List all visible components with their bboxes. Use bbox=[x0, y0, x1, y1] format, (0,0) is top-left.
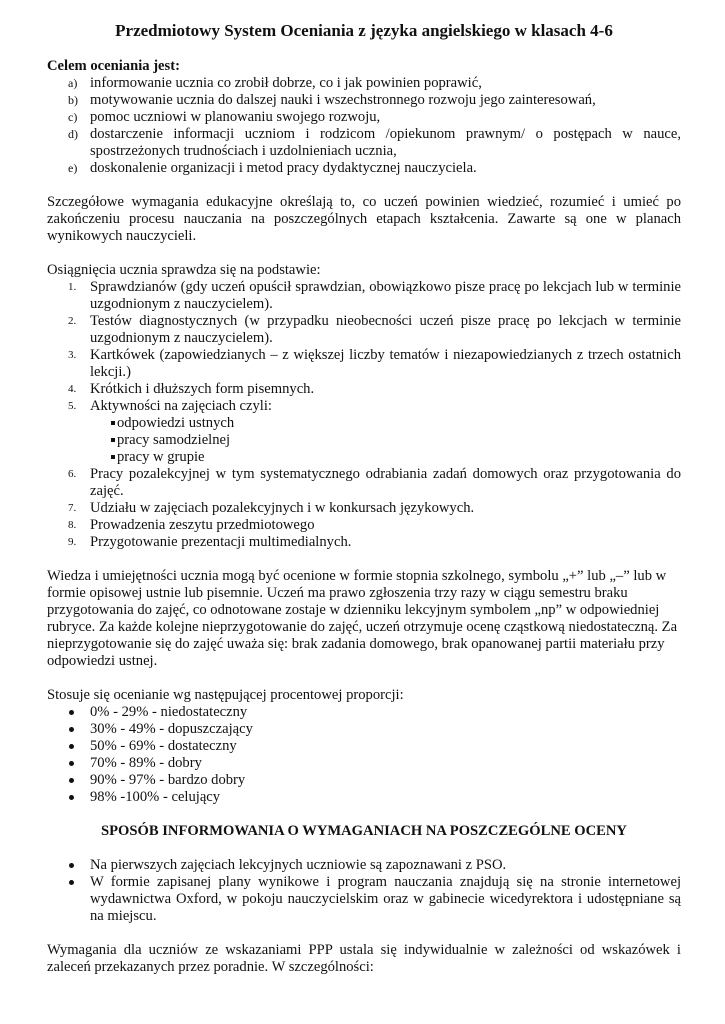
ppp-paragraph: Wymagania dla uczniów ze wskazaniami PPP ustala się indywidualnie w zależności od wskazówek i zaleceń przekazanych przez poradnie. W szczególności: bbox=[47, 942, 681, 975]
bullet-icon bbox=[69, 744, 74, 749]
list-item: 1. Sprawdzianów (gdy uczeń opuścił sprawdzian, obowiązkowo pisze pracę po lekcjach lub w terminie uzgodnionym z nauczycielem). bbox=[68, 279, 681, 312]
grading-intro: Stosuje się ocenianie wg następującej procentowej proporcji: bbox=[47, 687, 404, 703]
list-item: b) motywowanie ucznia do dalszej nauki i wszechstronnego rozwoju jego zainteresowań, bbox=[68, 92, 596, 108]
list-item: 2. Testów diagnostycznych (w przypadku nieobecności uczeń pisze pracę po lekcjach w terminie uzgodnionym z nauczycielem). bbox=[68, 313, 681, 346]
list-marker: e) bbox=[68, 161, 78, 175]
list-marker: 8. bbox=[68, 519, 77, 531]
goals-heading: Celem oceniania jest: bbox=[47, 58, 180, 74]
bullet-icon bbox=[69, 710, 74, 715]
list-item: 90% - 97% - bardzo dobry bbox=[47, 772, 681, 789]
list-item: odpowiedzi ustnych bbox=[47, 415, 681, 432]
list-marker: 4. bbox=[68, 383, 77, 395]
list-item: 0% - 29% - niedostateczny bbox=[47, 704, 681, 721]
list-marker: c) bbox=[68, 110, 78, 124]
assessment-intro: Osiągnięcia ucznia sprawdza się na podstawie: bbox=[47, 262, 321, 278]
activity-sublist bbox=[47, 415, 681, 466]
list-item: 9. Przygotowanie prezentacji multimedialnych. bbox=[68, 534, 352, 550]
assessment-list bbox=[47, 279, 681, 415]
list-item: 8. Prowadzenia zeszytu przedmiotowego bbox=[68, 517, 315, 533]
list-marker: 3. bbox=[68, 349, 77, 361]
knowledge-paragraph: Wiedza i umiejętności ucznia mogą być ocenione w formie stopnia szkolnego, symbolu „+” lub „–” lub w formie opisowej ustnie lub pisemnie. Uczeń ma prawo zgłoszenia trzy razy w ciągu semestru braku przygotowania do zajęć, co odnotowane zostaje w dzienniku lekcyjnym symbolem „np” w odpowiedniej rubryce. Za każde kolejne nieprzygotowanie do zajęć, uczeń otrzymuje ocenę cząstkową niedostateczną. Za nieprzygotowanie się do zajęć uważa się: brak zadania domowego, brak opanowanej partii materiału przy odpowiedzi ustnej. bbox=[47, 568, 678, 669]
requirements-paragraph: Szczegółowe wymagania edukacyjne określają to, co uczeń powinien wiedzieć, rozumieć i umieć po zakończeniu procesu nauczania na poszczególnych etapach kształcenia. Zawarte są one w planach wynikowych nauczycieli. bbox=[47, 194, 681, 244]
list-item: 4. Krótkich i dłuższych form pisemnych. bbox=[68, 381, 315, 397]
grading-list bbox=[47, 704, 681, 806]
list-marker: 9. bbox=[68, 536, 77, 548]
list-marker: 2. bbox=[68, 315, 77, 327]
list-item: 7. Udziału w zajęciach pozalekcyjnych i w konkursach językowych. bbox=[68, 500, 475, 516]
bullet-icon bbox=[69, 863, 74, 868]
assessment-list-continued bbox=[47, 466, 681, 551]
list-item: 5. Aktywności na zajęciach czyli: bbox=[68, 398, 272, 414]
bullet-icon bbox=[69, 778, 74, 783]
list-marker: 7. bbox=[68, 502, 77, 514]
section-heading: SPOSÓB INFORMOWANIA O WYMAGANIACH NA POSZCZEGÓLNE OCENY bbox=[101, 823, 627, 839]
bullet-icon bbox=[69, 761, 74, 766]
list-item: 3. Kartkówek (zapowiedzianych – z większej liczby tematów i niezapowiedzianych z trzech ostatnich lekcji.) bbox=[68, 347, 681, 380]
bullet-icon bbox=[69, 727, 74, 732]
square-bullet-icon bbox=[111, 421, 115, 425]
square-bullet-icon bbox=[111, 455, 115, 459]
list-item: 98% -100% - celujący bbox=[47, 789, 681, 806]
list-item: e) doskonalenie organizacji i metod pracy dydaktycznej nauczyciela. bbox=[68, 160, 477, 176]
list-item: W formie zapisanej plany wynikowe i program nauczania znajdują się na stronie internetowej wydawnictwa Oxford, w pokoju nauczycielskim oraz w gabinecie wicedyrektora i udostępniane są na miejscu. bbox=[47, 874, 681, 925]
list-marker: b) bbox=[68, 93, 78, 107]
list-marker: 5. bbox=[68, 400, 77, 412]
list-item: c) pomoc uczniowi w planowaniu swojego rozwoju, bbox=[68, 109, 381, 125]
list-marker: 1. bbox=[68, 281, 77, 293]
list-item: pracy w grupie bbox=[47, 449, 681, 466]
list-item: 70% - 89% - dobry bbox=[47, 755, 681, 772]
goals-list bbox=[47, 75, 681, 177]
bullet-icon bbox=[69, 880, 74, 885]
list-marker: d) bbox=[68, 127, 78, 141]
list-marker: 6. bbox=[68, 468, 77, 480]
list-item: 50% - 69% - dostateczny bbox=[47, 738, 681, 755]
page-title: Przedmiotowy System Oceniania z języka angielskiego w klasach 4-6 bbox=[115, 21, 613, 40]
list-item: 30% - 49% - dopuszczający bbox=[47, 721, 681, 738]
list-item: a) informowanie ucznia co zrobił dobrze, co i jak powinien poprawić, bbox=[68, 75, 482, 91]
list-item: Na pierwszych zajęciach lekcyjnych uczniowie są zapoznawani z PSO. bbox=[47, 857, 681, 874]
list-item: 6. Pracy pozalekcyjnej w tym systematycznego odrabiania zadań domowych oraz przygotowania do zajęć. bbox=[68, 466, 681, 499]
list-marker: a) bbox=[68, 76, 78, 90]
square-bullet-icon bbox=[111, 438, 115, 442]
bullet-icon bbox=[69, 795, 74, 800]
info-list bbox=[47, 857, 681, 925]
list-item: pracy samodzielnej bbox=[47, 432, 681, 449]
list-item: d) dostarczenie informacji uczniom i rodzicom /opiekunom prawnym/ o postępach w nauce, spostrzeżonych trudnościach i uzdolnieniach ucznia, bbox=[68, 126, 681, 159]
